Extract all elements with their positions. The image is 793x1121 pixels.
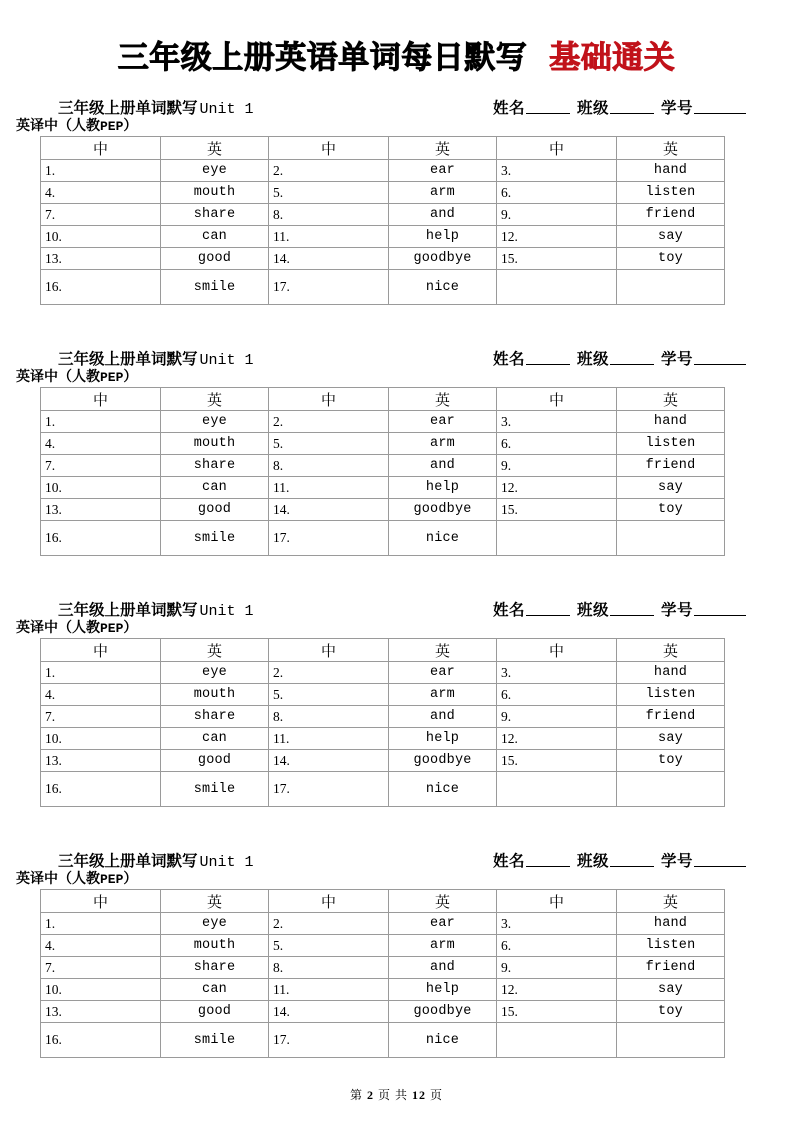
answer-cell-9[interactable]: 9. — [497, 204, 617, 226]
english-word-cell: toy — [617, 499, 725, 521]
english-word-cell: can — [161, 979, 269, 1001]
answer-cell-empty[interactable] — [497, 521, 617, 556]
student-fields — [493, 849, 753, 871]
table-row — [41, 182, 725, 204]
answer-cell-17[interactable]: 17. — [269, 772, 389, 807]
english-word-cell: help — [389, 728, 497, 750]
english-word-cell: say — [617, 477, 725, 499]
student-number-field[interactable] — [661, 602, 747, 619]
block-header — [40, 849, 753, 871]
answer-cell-14[interactable]: 14. — [269, 1001, 389, 1023]
answer-cell-4[interactable]: 4. — [41, 935, 161, 957]
answer-cell-11[interactable]: 11. — [269, 477, 389, 499]
table-row — [41, 455, 725, 477]
student-fields — [493, 598, 753, 620]
student-number-label: 学号 — [660, 853, 693, 870]
english-word-cell: and — [389, 957, 497, 979]
answer-cell-empty[interactable] — [497, 772, 617, 807]
footer-middle: 页 共 — [377, 1088, 408, 1102]
class-field[interactable] — [577, 602, 655, 619]
english-word-cell: arm — [389, 182, 497, 204]
table-row — [41, 935, 725, 957]
english-word-cell: can — [161, 477, 269, 499]
worksheet-block-2 — [0, 347, 793, 556]
word-table-body — [41, 913, 725, 1058]
english-word-cell: nice — [389, 521, 497, 556]
english-word-cell — [617, 270, 725, 305]
student-number-label: 学号 — [660, 351, 693, 368]
english-word-cell: goodbye — [389, 1001, 497, 1023]
name-field-label: 姓名 — [492, 351, 525, 368]
answer-cell-14[interactable]: 14. — [269, 248, 389, 270]
english-word-cell: share — [161, 204, 269, 226]
footer-total-pages: 12 — [412, 1088, 426, 1102]
page-title-accent: 基础通关 — [549, 40, 676, 75]
class-field-blank[interactable] — [610, 602, 654, 616]
answer-cell-14[interactable]: 14. — [269, 750, 389, 772]
answer-cell-14[interactable]: 14. — [269, 499, 389, 521]
answer-cell-5[interactable]: 5. — [269, 433, 389, 455]
column-header-2: 英 — [161, 890, 269, 913]
student-number-blank[interactable] — [694, 351, 746, 365]
name-field-blank[interactable] — [526, 602, 570, 616]
answer-cell-12[interactable]: 12. — [497, 477, 617, 499]
table-row — [41, 204, 725, 226]
student-number-field[interactable] — [661, 853, 747, 870]
answer-cell-6[interactable]: 6. — [497, 935, 617, 957]
english-word-cell: listen — [617, 433, 725, 455]
answer-cell-7[interactable]: 7. — [41, 706, 161, 728]
block-direction — [16, 620, 793, 638]
column-header-3: 中 — [269, 890, 389, 913]
class-field[interactable] — [577, 351, 655, 368]
english-word-cell: mouth — [161, 684, 269, 706]
answer-cell-2[interactable]: 2. — [269, 411, 389, 433]
english-word-cell: can — [161, 728, 269, 750]
answer-cell-1[interactable]: 1. — [41, 913, 161, 935]
answer-cell-15[interactable]: 15. — [497, 750, 617, 772]
block-direction — [16, 118, 793, 136]
english-word-cell: listen — [617, 182, 725, 204]
answer-cell-8[interactable]: 8. — [269, 706, 389, 728]
table-header-row — [41, 639, 725, 662]
english-word-cell: good — [161, 248, 269, 270]
answer-cell-10[interactable]: 10. — [41, 226, 161, 248]
english-word-cell: goodbye — [389, 499, 497, 521]
english-word-cell: friend — [617, 455, 725, 477]
name-field-label: 姓名 — [492, 853, 525, 870]
class-field-label: 班级 — [576, 853, 609, 870]
footer-suffix: 页 — [430, 1088, 444, 1102]
name-field-blank[interactable] — [526, 351, 570, 365]
table-row — [41, 706, 725, 728]
table-row — [41, 662, 725, 684]
page-title — [0, 32, 793, 77]
name-field-label: 姓名 — [492, 602, 525, 619]
block-unit-label: 三年级上册单词默写 — [58, 351, 198, 368]
english-word-cell: toy — [617, 750, 725, 772]
block-direction-text: 英译中（人教 — [16, 119, 100, 134]
english-word-cell: ear — [389, 160, 497, 182]
name-field[interactable] — [493, 100, 571, 117]
block-header — [40, 347, 753, 369]
block-unit-label: 三年级上册单词默写 — [58, 853, 198, 870]
word-table — [40, 136, 725, 305]
answer-cell-15[interactable]: 15. — [497, 248, 617, 270]
block-textbook: PEP — [100, 370, 124, 385]
block-textbook: PEP — [100, 872, 124, 887]
english-word-cell: share — [161, 455, 269, 477]
class-field-blank[interactable] — [610, 100, 654, 114]
answer-cell-9[interactable]: 9. — [497, 455, 617, 477]
footer-page-number: 2 — [366, 1088, 374, 1102]
column-header-6: 英 — [617, 639, 725, 662]
table-row — [41, 411, 725, 433]
block-direction-end: ） — [123, 621, 138, 636]
answer-cell-6[interactable]: 6. — [497, 433, 617, 455]
class-field[interactable] — [577, 853, 655, 870]
english-word-cell: goodbye — [389, 248, 497, 270]
answer-cell-7[interactable]: 7. — [41, 957, 161, 979]
answer-cell-12[interactable]: 12. — [497, 728, 617, 750]
student-number-field[interactable] — [661, 100, 747, 117]
word-table-head — [41, 137, 725, 160]
block-direction — [16, 871, 793, 889]
english-word-cell: smile — [161, 772, 269, 807]
column-header-4: 英 — [389, 890, 497, 913]
worksheet-block-4 — [0, 849, 793, 1058]
column-header-1: 中 — [41, 890, 161, 913]
answer-cell-11[interactable]: 11. — [269, 728, 389, 750]
answer-cell-5[interactable]: 5. — [269, 182, 389, 204]
block-header — [40, 96, 753, 118]
table-row — [41, 1001, 725, 1023]
answer-cell-3[interactable]: 3. — [497, 662, 617, 684]
english-word-cell: and — [389, 204, 497, 226]
block-unit-label: 三年级上册单词默写 — [58, 100, 198, 117]
block-direction-end: ） — [123, 872, 138, 887]
table-row — [41, 979, 725, 1001]
table-row — [41, 772, 725, 807]
student-number-label: 学号 — [660, 602, 693, 619]
block-unit-heading — [58, 598, 254, 620]
answer-cell-empty[interactable] — [497, 270, 617, 305]
answer-cell-15[interactable]: 15. — [497, 499, 617, 521]
english-word-cell: mouth — [161, 935, 269, 957]
word-table-head — [41, 890, 725, 913]
table-row — [41, 499, 725, 521]
column-header-5: 中 — [497, 137, 617, 160]
english-word-cell: eye — [161, 411, 269, 433]
student-number-blank[interactable] — [694, 853, 746, 867]
column-header-3: 中 — [269, 137, 389, 160]
english-word-cell: toy — [617, 248, 725, 270]
column-header-2: 英 — [161, 137, 269, 160]
english-word-cell: hand — [617, 662, 725, 684]
class-field-label: 班级 — [576, 351, 609, 368]
answer-cell-5[interactable]: 5. — [269, 684, 389, 706]
english-word-cell: share — [161, 957, 269, 979]
block-header — [40, 598, 753, 620]
english-word-cell: hand — [617, 160, 725, 182]
answer-cell-4[interactable]: 4. — [41, 433, 161, 455]
word-table-body — [41, 160, 725, 305]
english-word-cell: ear — [389, 411, 497, 433]
english-word-cell: arm — [389, 935, 497, 957]
english-word-cell: eye — [161, 662, 269, 684]
student-fields — [493, 96, 753, 118]
table-row — [41, 433, 725, 455]
class-field-blank[interactable] — [610, 853, 654, 867]
name-field[interactable] — [493, 602, 571, 619]
name-field-label: 姓名 — [492, 100, 525, 117]
answer-cell-12[interactable]: 12. — [497, 979, 617, 1001]
answer-cell-8[interactable]: 8. — [269, 957, 389, 979]
word-table — [40, 638, 725, 807]
name-field-blank[interactable] — [526, 853, 570, 867]
answer-cell-11[interactable]: 11. — [269, 226, 389, 248]
class-field-blank[interactable] — [610, 351, 654, 365]
english-word-cell: help — [389, 979, 497, 1001]
english-word-cell: goodbye — [389, 750, 497, 772]
word-table-head — [41, 639, 725, 662]
word-table — [40, 889, 725, 1058]
english-word-cell: say — [617, 979, 725, 1001]
column-header-6: 英 — [617, 388, 725, 411]
answer-cell-5[interactable]: 5. — [269, 935, 389, 957]
answer-cell-3[interactable]: 3. — [497, 160, 617, 182]
block-direction-text: 英译中（人教 — [16, 370, 100, 385]
table-row — [41, 913, 725, 935]
answer-cell-10[interactable]: 10. — [41, 979, 161, 1001]
answer-cell-13[interactable]: 13. — [41, 248, 161, 270]
block-unit-label: 三年级上册单词默写 — [58, 602, 198, 619]
block-unit-name: Unit 1 — [199, 854, 254, 871]
english-word-cell: and — [389, 455, 497, 477]
block-unit-name: Unit 1 — [199, 352, 254, 369]
answer-cell-1[interactable]: 1. — [41, 411, 161, 433]
word-table-head — [41, 388, 725, 411]
answer-cell-3[interactable]: 3. — [497, 913, 617, 935]
english-word-cell: ear — [389, 913, 497, 935]
english-word-cell: share — [161, 706, 269, 728]
class-field[interactable] — [577, 100, 655, 117]
table-row — [41, 750, 725, 772]
name-field-blank[interactable] — [526, 100, 570, 114]
column-header-4: 英 — [389, 388, 497, 411]
word-table — [40, 387, 725, 556]
answer-cell-4[interactable]: 4. — [41, 684, 161, 706]
english-word-cell: eye — [161, 913, 269, 935]
answer-cell-3[interactable]: 3. — [497, 411, 617, 433]
english-word-cell: listen — [617, 684, 725, 706]
english-word-cell: eye — [161, 160, 269, 182]
answer-cell-1[interactable]: 1. — [41, 160, 161, 182]
answer-cell-2[interactable]: 2. — [269, 913, 389, 935]
answer-cell-16[interactable]: 16. — [41, 772, 161, 807]
english-word-cell: can — [161, 226, 269, 248]
answer-cell-16[interactable]: 16. — [41, 270, 161, 305]
column-header-2: 英 — [161, 388, 269, 411]
column-header-5: 中 — [497, 890, 617, 913]
block-unit-heading — [58, 849, 254, 871]
block-textbook: PEP — [100, 621, 124, 636]
english-word-cell: good — [161, 750, 269, 772]
answer-cell-7[interactable]: 7. — [41, 455, 161, 477]
english-word-cell: nice — [389, 1023, 497, 1058]
word-table-body — [41, 411, 725, 556]
english-word-cell: friend — [617, 706, 725, 728]
english-word-cell — [617, 772, 725, 807]
class-field-label: 班级 — [576, 100, 609, 117]
english-word-cell: ear — [389, 662, 497, 684]
worksheet-block-1 — [0, 96, 793, 305]
class-field-label: 班级 — [576, 602, 609, 619]
column-header-2: 英 — [161, 639, 269, 662]
block-textbook: PEP — [100, 119, 124, 134]
footer-prefix: 第 — [349, 1088, 363, 1102]
column-header-4: 英 — [389, 137, 497, 160]
block-direction-end: ） — [123, 119, 138, 134]
table-row — [41, 248, 725, 270]
english-word-cell: listen — [617, 935, 725, 957]
column-header-1: 中 — [41, 388, 161, 411]
answer-cell-2[interactable]: 2. — [269, 662, 389, 684]
block-direction — [16, 369, 793, 387]
column-header-3: 中 — [269, 388, 389, 411]
english-word-cell: hand — [617, 913, 725, 935]
table-row — [41, 160, 725, 182]
english-word-cell — [617, 521, 725, 556]
block-unit-heading — [58, 96, 254, 118]
page-footer — [0, 1086, 793, 1103]
english-word-cell: say — [617, 226, 725, 248]
english-word-cell: friend — [617, 957, 725, 979]
column-header-1: 中 — [41, 639, 161, 662]
name-field[interactable] — [493, 853, 571, 870]
answer-cell-9[interactable]: 9. — [497, 957, 617, 979]
table-header-row — [41, 890, 725, 913]
answer-cell-17[interactable]: 17. — [269, 270, 389, 305]
worksheet-block-3 — [0, 598, 793, 807]
answer-cell-10[interactable]: 10. — [41, 728, 161, 750]
answer-cell-6[interactable]: 6. — [497, 684, 617, 706]
english-word-cell: say — [617, 728, 725, 750]
answer-cell-2[interactable]: 2. — [269, 160, 389, 182]
english-word-cell: friend — [617, 204, 725, 226]
english-word-cell: nice — [389, 772, 497, 807]
answer-cell-16[interactable]: 16. — [41, 521, 161, 556]
answer-cell-8[interactable]: 8. — [269, 204, 389, 226]
table-row — [41, 1023, 725, 1058]
answer-cell-4[interactable]: 4. — [41, 182, 161, 204]
answer-cell-13[interactable]: 13. — [41, 499, 161, 521]
answer-cell-6[interactable]: 6. — [497, 182, 617, 204]
table-row — [41, 521, 725, 556]
word-table-body — [41, 662, 725, 807]
name-field[interactable] — [493, 351, 571, 368]
block-unit-name: Unit 1 — [199, 101, 254, 118]
block-direction-text: 英译中（人教 — [16, 872, 100, 887]
answer-cell-10[interactable]: 10. — [41, 477, 161, 499]
table-header-row — [41, 137, 725, 160]
student-fields — [493, 347, 753, 369]
answer-cell-13[interactable]: 13. — [41, 1001, 161, 1023]
student-number-blank[interactable] — [694, 100, 746, 114]
answer-cell-17[interactable]: 17. — [269, 521, 389, 556]
column-header-6: 英 — [617, 137, 725, 160]
column-header-5: 中 — [497, 388, 617, 411]
student-number-blank[interactable] — [694, 602, 746, 616]
english-word-cell: help — [389, 477, 497, 499]
table-row — [41, 728, 725, 750]
answer-cell-15[interactable]: 15. — [497, 1001, 617, 1023]
table-row — [41, 477, 725, 499]
table-row — [41, 957, 725, 979]
table-row — [41, 226, 725, 248]
answer-cell-17[interactable]: 17. — [269, 1023, 389, 1058]
answer-cell-11[interactable]: 11. — [269, 979, 389, 1001]
answer-cell-8[interactable]: 8. — [269, 455, 389, 477]
english-word-cell: good — [161, 499, 269, 521]
table-header-row — [41, 388, 725, 411]
answer-cell-empty[interactable] — [497, 1023, 617, 1058]
block-direction-text: 英译中（人教 — [16, 621, 100, 636]
english-word-cell: smile — [161, 521, 269, 556]
table-row — [41, 270, 725, 305]
answer-cell-9[interactable]: 9. — [497, 706, 617, 728]
answer-cell-1[interactable]: 1. — [41, 662, 161, 684]
block-unit-heading — [58, 347, 254, 369]
block-unit-name: Unit 1 — [199, 603, 254, 620]
block-direction-end: ） — [123, 370, 138, 385]
page-title-main: 三年级上册英语单词每日默写 — [117, 40, 528, 75]
answer-cell-16[interactable]: 16. — [41, 1023, 161, 1058]
english-word-cell: nice — [389, 270, 497, 305]
student-number-field[interactable] — [661, 351, 747, 368]
english-word-cell: toy — [617, 1001, 725, 1023]
english-word-cell: smile — [161, 1023, 269, 1058]
english-word-cell: help — [389, 226, 497, 248]
column-header-5: 中 — [497, 639, 617, 662]
student-number-label: 学号 — [660, 100, 693, 117]
english-word-cell — [617, 1023, 725, 1058]
column-header-6: 英 — [617, 890, 725, 913]
english-word-cell: mouth — [161, 182, 269, 204]
english-word-cell: smile — [161, 270, 269, 305]
column-header-3: 中 — [269, 639, 389, 662]
english-word-cell: and — [389, 706, 497, 728]
english-word-cell: arm — [389, 684, 497, 706]
english-word-cell: good — [161, 1001, 269, 1023]
english-word-cell: arm — [389, 433, 497, 455]
answer-cell-7[interactable]: 7. — [41, 204, 161, 226]
table-row — [41, 684, 725, 706]
english-word-cell: mouth — [161, 433, 269, 455]
english-word-cell: hand — [617, 411, 725, 433]
answer-cell-13[interactable]: 13. — [41, 750, 161, 772]
column-header-4: 英 — [389, 639, 497, 662]
column-header-1: 中 — [41, 137, 161, 160]
answer-cell-12[interactable]: 12. — [497, 226, 617, 248]
